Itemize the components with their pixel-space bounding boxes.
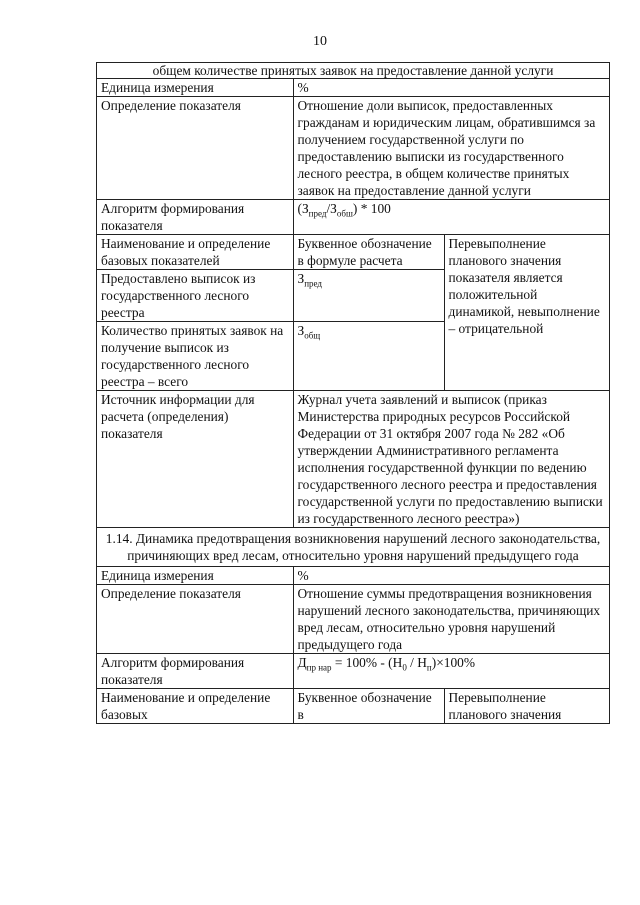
definition-value: Отношение доли выписок, предоставленных гражданам и юридическим лицам, обратившимся за получением государственной услуги по предоставлению выписки из государственного лесного реестра, в общем количестве принятых заявок на предоставление данной услуги bbox=[293, 97, 610, 200]
algorithm-label: Алгоритм формирования показателя bbox=[97, 200, 294, 235]
base-header-letter: Буквенное обозначение в bbox=[293, 689, 444, 724]
table-row bbox=[97, 585, 610, 654]
algorithm-formula: $(З_{пред}/З_{обш}) * 100$ bbox=[293, 200, 610, 235]
table-row bbox=[97, 235, 610, 270]
base-row-symbol: $З_{пред}$ bbox=[293, 270, 444, 322]
unit-label: Единица измерения bbox=[97, 79, 294, 97]
table-row bbox=[97, 200, 610, 235]
definition-label: Определение показателя bbox=[97, 97, 294, 200]
table-row bbox=[97, 391, 610, 528]
page-number: 10 bbox=[313, 34, 327, 49]
base-header-name: Наименование и определение базовых bbox=[97, 689, 294, 724]
base-row-symbol: $З_{общ}$ bbox=[293, 322, 444, 391]
algorithm-label: Алгоритм формирования показателя bbox=[97, 654, 294, 689]
table-row bbox=[97, 79, 610, 97]
unit-value: % bbox=[293, 79, 610, 97]
table-row bbox=[97, 689, 610, 724]
table-row bbox=[97, 654, 610, 689]
source-value: Журнал учета заявлений и выписок (приказ Министерства природных ресурсов Российской Федерации от 31 октября 2007 года № 282 «Об утверждении Административного регламента исполнения государственной функции по ведению государственного лесного реестра и предоставления государственной услуги по предоставлению выписки из государственного лесного реестра») bbox=[293, 391, 610, 528]
algorithm-formula: $Д_{пр нар} = 100\% - (Н_0 / Н_п)\times 100\%$ bbox=[293, 654, 610, 689]
source-label: Источник информации для расчета (определения) показателя bbox=[97, 391, 294, 528]
continuation-title: общем количестве принятых заявок на предоставление данной услуги bbox=[97, 63, 610, 79]
base-row-name: Количество принятых заявок на получение выписок из государственного лесного реестра – всего bbox=[97, 322, 294, 391]
unit-value: % bbox=[293, 567, 610, 585]
base-row-name: Предоставлено выписок из государственного лесного реестра bbox=[97, 270, 294, 322]
table-row bbox=[97, 97, 610, 200]
table-row bbox=[97, 567, 610, 585]
continuation-title-row bbox=[97, 63, 610, 79]
base-header-overrun: Перевыполнение планового значения показателя является положительной динамикой, невыполнение – отрицательной bbox=[444, 235, 610, 391]
indicator-table bbox=[96, 62, 610, 724]
base-header-letter: Буквенное обозначение в формуле расчета bbox=[293, 235, 444, 270]
definition-label: Определение показателя bbox=[97, 585, 294, 654]
base-header-overrun: Перевыполнение планового значения bbox=[444, 689, 610, 724]
section-title-row bbox=[97, 528, 610, 567]
definition-value: Отношение суммы предотвращения возникновения нарушений лесного законодательства, причиняющих вред лесам, относительно уровня нарушений предыдущего года bbox=[293, 585, 610, 654]
base-header-name: Наименование и определение базовых показателей bbox=[97, 235, 294, 270]
unit-label: Единица измерения bbox=[97, 567, 294, 585]
section-title: 1.14. Динамика предотвращения возникновения нарушений лесного законодательства, причиняющих вред лесам, относительно уровня нарушений предыдущего года bbox=[97, 528, 610, 567]
